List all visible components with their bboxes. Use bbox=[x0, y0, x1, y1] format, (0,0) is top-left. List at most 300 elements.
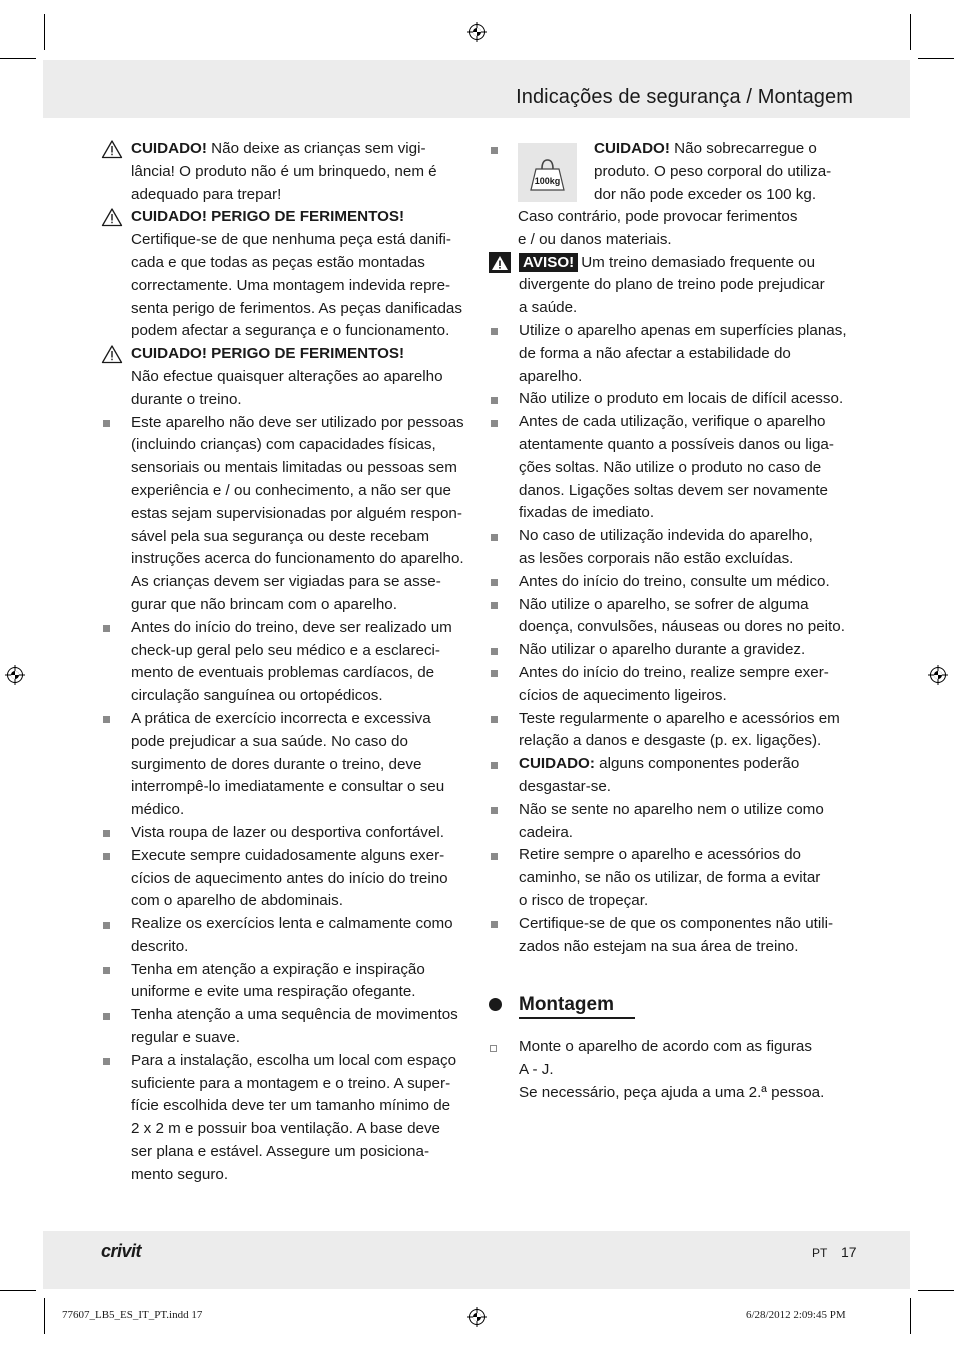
text-run: aparelho. bbox=[519, 367, 583, 385]
text-line bbox=[519, 708, 854, 731]
bullet-square-icon bbox=[491, 648, 498, 655]
list-item bbox=[489, 753, 854, 799]
text-run: Não utilize o aparelho, se sofrer de alguma bbox=[519, 595, 809, 613]
text-run: Monte o aparelho de acordo com as figuras bbox=[519, 1038, 812, 1056]
text-run: ções soltas. Não utilize o produto no caso de bbox=[519, 458, 822, 476]
text-line bbox=[131, 298, 467, 321]
bullet-square-icon bbox=[491, 853, 498, 860]
item-text bbox=[519, 320, 854, 388]
text-run: Para a instalação, escolha um local com espaço bbox=[131, 1051, 457, 1069]
weight-100kg-icon bbox=[518, 143, 577, 202]
text-line bbox=[519, 480, 854, 503]
text-line bbox=[131, 640, 467, 663]
text-line bbox=[131, 1004, 467, 1027]
registration-mark-icon bbox=[467, 22, 487, 42]
bullet-square bbox=[101, 913, 125, 935]
text-run: Vista roupa de lazer ou desportiva confortável. bbox=[131, 823, 444, 841]
bullet-square-icon bbox=[103, 716, 110, 723]
bullet-square-icon bbox=[491, 762, 498, 769]
bullet-square bbox=[489, 594, 513, 616]
text-run: Não se sente no aparelho nem o utilize como bbox=[519, 800, 824, 818]
text-line bbox=[131, 252, 467, 275]
text-run: Execute sempre cuidadosamente alguns exer- bbox=[131, 846, 445, 864]
text-run: 2 x 2 m e possuir boa ventilação. A base deve bbox=[131, 1120, 441, 1138]
text-run: e / ou danos materiais. bbox=[518, 230, 672, 248]
text-line bbox=[519, 1059, 854, 1082]
text-run: A prática de exercício incorrecta e excessiva bbox=[131, 709, 431, 727]
page-title: Indicações de segurança / Montagem bbox=[516, 86, 853, 108]
item-text bbox=[519, 708, 854, 754]
text-run: Realize os exercícios lenta e calmamente como bbox=[131, 915, 453, 933]
list-item bbox=[489, 662, 854, 708]
text-line bbox=[131, 206, 467, 229]
text-run: Certifique-se de que os componentes não utili- bbox=[519, 914, 834, 932]
item-text bbox=[519, 525, 854, 571]
text-run: A - J. bbox=[519, 1061, 554, 1079]
crop-mark bbox=[0, 1290, 36, 1291]
text-run: correctamente. Uma montagem indevida repre- bbox=[131, 276, 451, 294]
item-text bbox=[519, 913, 854, 959]
text-run: as lesões corporais não estão excluídas. bbox=[519, 549, 794, 567]
list-item bbox=[489, 320, 854, 388]
bullet-square-icon bbox=[491, 397, 498, 404]
text-run: o risco de tropeçar. bbox=[519, 891, 649, 909]
list-item bbox=[101, 206, 467, 343]
text-run: divergente do plano de treino pode prejudicar bbox=[519, 276, 825, 294]
item-text bbox=[519, 571, 854, 594]
text-run: regular e suave. bbox=[131, 1029, 240, 1047]
bold-text: CUIDADO: bbox=[519, 755, 595, 773]
text-run: caminho, se não os utilizar, de forma a evitar bbox=[519, 869, 821, 887]
item-text bbox=[519, 639, 854, 662]
text-run: Utilize o aparelho apenas em superfícies planas, bbox=[519, 321, 847, 339]
item-text bbox=[131, 1050, 467, 1187]
bold-text: CUIDADO! bbox=[594, 140, 670, 157]
list-item bbox=[101, 1004, 467, 1050]
text-run: Antes do início do treino, consulte um médico. bbox=[519, 572, 830, 590]
section-bullet-icon bbox=[489, 998, 502, 1011]
text-line bbox=[519, 252, 854, 275]
text-line bbox=[131, 526, 467, 549]
crop-mark bbox=[44, 1298, 45, 1334]
text-line bbox=[519, 662, 854, 685]
text-line bbox=[519, 730, 854, 753]
text-run: produto. O peso corporal do utiliza- bbox=[594, 162, 832, 180]
text-line bbox=[131, 184, 467, 207]
bullet-square bbox=[101, 708, 125, 730]
text-line bbox=[519, 571, 854, 594]
text-run: zados não estejam na sua área de treino. bbox=[519, 937, 799, 955]
warning-triangle-icon bbox=[101, 207, 123, 227]
warning-marker bbox=[101, 206, 125, 228]
text-run: (incluindo crianças) com capacidades físicas, bbox=[131, 436, 436, 454]
text-line bbox=[131, 366, 467, 389]
weight-warning-continuation bbox=[489, 206, 854, 252]
text-line bbox=[519, 776, 854, 799]
bullet-square bbox=[101, 617, 125, 639]
text-run: com o aparelho de abdominais. bbox=[131, 892, 343, 910]
bullet-square bbox=[489, 571, 513, 593]
weight-warning-text bbox=[594, 138, 854, 206]
text-line bbox=[131, 936, 467, 959]
bullet-square bbox=[101, 845, 125, 867]
text-run: mento seguro. bbox=[131, 1165, 229, 1183]
list-item bbox=[489, 594, 854, 640]
bullet-square bbox=[489, 138, 513, 160]
warning-marker bbox=[101, 138, 125, 160]
crop-mark bbox=[918, 1290, 954, 1291]
text-line bbox=[519, 753, 854, 776]
text-run: As crianças devem ser vigiadas para se asse- bbox=[131, 573, 441, 591]
text-run: de forma a não afectar a estabilidade do bbox=[519, 344, 791, 362]
text-run: Este aparelho não deve ser utilizado por pessoas bbox=[131, 413, 464, 431]
text-line bbox=[519, 502, 854, 525]
item-text bbox=[519, 388, 854, 411]
bullet-square-icon bbox=[491, 579, 498, 586]
list-item bbox=[489, 799, 854, 845]
text-line bbox=[131, 320, 467, 343]
text-line bbox=[519, 913, 854, 936]
svg-text:100kg: 100kg bbox=[534, 176, 561, 186]
list-item bbox=[489, 411, 854, 525]
item-text bbox=[519, 662, 854, 708]
item-text bbox=[131, 845, 467, 913]
text-run: médico. bbox=[131, 801, 185, 819]
text-line bbox=[131, 1027, 467, 1050]
text-line bbox=[131, 412, 467, 435]
text-line bbox=[594, 138, 854, 161]
text-line bbox=[131, 754, 467, 777]
bullet-square bbox=[489, 639, 513, 661]
text-line bbox=[594, 161, 854, 184]
bullet-square-icon bbox=[491, 534, 498, 541]
text-run: cadeira. bbox=[519, 823, 574, 841]
text-line bbox=[519, 844, 854, 867]
warning-triangle-icon bbox=[101, 344, 123, 364]
bullet-square-icon bbox=[103, 1013, 110, 1020]
text-run: desgastar-se. bbox=[519, 777, 612, 795]
text-run: podem afectar a segurança e o funcionamento. bbox=[131, 322, 450, 340]
text-run: Tenha atenção a uma sequência de movimentos bbox=[131, 1006, 458, 1024]
text-run: Não efectue quaisquer alterações ao aparelho bbox=[131, 367, 443, 385]
aviso-item bbox=[489, 252, 854, 320]
text-run: uniforme e evite uma respiração ofegante. bbox=[131, 983, 416, 1001]
bullet-square-icon bbox=[103, 922, 110, 929]
text-line bbox=[131, 845, 467, 868]
list-item bbox=[489, 525, 854, 571]
text-run: Antes do início do treino, realize sempre exer- bbox=[519, 663, 829, 681]
footer-band bbox=[43, 1231, 910, 1289]
text-line bbox=[131, 685, 467, 708]
text-line bbox=[131, 1073, 467, 1096]
bullet-square-icon bbox=[103, 1058, 110, 1065]
bullet-square-icon bbox=[491, 921, 498, 928]
text-line bbox=[131, 161, 467, 184]
list-item bbox=[489, 708, 854, 754]
item-text bbox=[519, 753, 854, 799]
bullet-square-icon bbox=[103, 967, 110, 974]
text-line bbox=[131, 389, 467, 412]
text-run: Se necessário, peça ajuda a uma 2.ª pessoa. bbox=[519, 1083, 825, 1101]
registration-mark-icon bbox=[5, 665, 25, 685]
text-line bbox=[131, 1095, 467, 1118]
text-line bbox=[519, 548, 854, 571]
crop-mark bbox=[44, 14, 45, 50]
text-line bbox=[519, 867, 854, 890]
bold-text: CUIDADO! bbox=[131, 140, 207, 157]
bullet-square bbox=[489, 799, 513, 821]
montagem-item bbox=[489, 1036, 854, 1104]
bullet-open-square bbox=[489, 1036, 513, 1058]
text-line bbox=[519, 343, 854, 366]
text-line bbox=[519, 411, 854, 434]
item-text bbox=[131, 708, 467, 822]
slug-filename: 77607_LB5_ES_IT_PT.indd 17 bbox=[62, 1309, 203, 1321]
text-line bbox=[519, 890, 854, 913]
text-line bbox=[131, 776, 467, 799]
bullet-square-icon bbox=[491, 807, 498, 814]
bullet-square bbox=[489, 708, 513, 730]
text-run: Caso contrário, pode provocar ferimentos bbox=[518, 208, 798, 225]
text-run: instruções acerca do funcionamento do aparelho. bbox=[131, 550, 464, 568]
text-line bbox=[131, 457, 467, 480]
text-line bbox=[519, 594, 854, 617]
text-run: durante o treino. bbox=[131, 390, 242, 408]
text-run: Não utilize o produto em locais de difícil acesso. bbox=[519, 390, 844, 408]
text-run: Não utilizar o aparelho durante a gravidez. bbox=[519, 641, 806, 659]
text-line bbox=[131, 913, 467, 936]
bullet-square bbox=[489, 320, 513, 342]
text-run: Antes do início do treino, deve ser realizado um bbox=[131, 618, 452, 636]
list-item bbox=[101, 343, 467, 411]
text-line bbox=[131, 890, 467, 913]
text-line bbox=[519, 366, 854, 389]
section-heading-montagem bbox=[489, 992, 854, 1018]
bullet-square bbox=[101, 822, 125, 844]
text-line bbox=[131, 571, 467, 594]
list-item bbox=[101, 708, 467, 822]
bullet-square bbox=[101, 959, 125, 981]
bullet-square-icon bbox=[491, 602, 498, 609]
text-run: ser plana e estável. Assegure um posiciona- bbox=[131, 1143, 430, 1161]
warning-triangle-icon bbox=[489, 252, 513, 273]
text-run: mento de eventuais problemas cardíacos, de bbox=[131, 664, 435, 682]
section-title: Montagem bbox=[519, 994, 614, 1016]
text-line bbox=[131, 275, 467, 298]
text-line bbox=[519, 1036, 854, 1059]
text-run: descrito. bbox=[131, 937, 189, 955]
text-line bbox=[594, 184, 854, 207]
text-line bbox=[131, 959, 467, 982]
item-text bbox=[519, 594, 854, 640]
text-run: circulação sanguínea ou ortopédicos. bbox=[131, 687, 383, 705]
text-line bbox=[519, 616, 854, 639]
bullet-square bbox=[101, 1004, 125, 1026]
text-line bbox=[519, 685, 854, 708]
slug-datetime: 6/28/2012 2:09:45 PM bbox=[746, 1309, 846, 1321]
bold-text: CUIDADO! PERIGO DE FERIMENTOS! bbox=[131, 345, 405, 363]
list-item bbox=[489, 571, 854, 594]
bullet-square bbox=[101, 1050, 125, 1072]
text-line bbox=[131, 1050, 467, 1073]
text-line bbox=[131, 548, 467, 571]
list-item bbox=[101, 913, 467, 959]
text-line bbox=[131, 594, 467, 617]
text-line bbox=[131, 799, 467, 822]
text-line bbox=[131, 503, 467, 526]
text-run: cícios de aquecimento antes do início do treino bbox=[131, 869, 448, 887]
list-item bbox=[101, 412, 467, 617]
text-run: suficiente para a montagem e o treino. A super- bbox=[131, 1074, 451, 1092]
bullet-square bbox=[489, 525, 513, 547]
warning-triangle-icon bbox=[101, 139, 123, 159]
bullet-square bbox=[489, 388, 513, 410]
list-item bbox=[101, 617, 467, 708]
text-line bbox=[519, 320, 854, 343]
text-line bbox=[131, 617, 467, 640]
item-text bbox=[131, 343, 467, 411]
text-line bbox=[131, 138, 467, 161]
item-text bbox=[131, 822, 467, 845]
text-run: danos. Ligações soltas devem ser novamente bbox=[519, 481, 828, 499]
text-line bbox=[131, 1164, 467, 1187]
text-run: experiência e / ou conhecimento, a não ser que bbox=[131, 481, 451, 499]
text-line bbox=[519, 1082, 854, 1105]
text-run: estas sejam supervisionadas por alguém respon- bbox=[131, 504, 462, 522]
text-line bbox=[519, 525, 854, 548]
text-line bbox=[518, 206, 854, 229]
text-line bbox=[518, 229, 854, 252]
text-run: a saúde. bbox=[519, 299, 578, 317]
bullet-square-icon bbox=[103, 625, 110, 632]
crop-mark bbox=[918, 58, 954, 59]
text-run: check-up geral pelo seu médico e a esclareci- bbox=[131, 641, 440, 659]
item-text bbox=[131, 206, 467, 343]
text-line bbox=[131, 343, 467, 366]
text-run: lância! O produto não é um brinquedo, nem é bbox=[131, 162, 437, 180]
page-language: PT bbox=[812, 1246, 828, 1260]
item-text bbox=[131, 959, 467, 1005]
text-line bbox=[131, 434, 467, 457]
text-run: relação a danos e desgaste (p. ex. ligações). bbox=[519, 732, 822, 750]
text-run: fixadas de imediato. bbox=[519, 504, 655, 522]
bullet-square-icon bbox=[103, 830, 110, 837]
list-item bbox=[101, 959, 467, 1005]
list-item bbox=[489, 388, 854, 411]
list-item bbox=[101, 1050, 467, 1187]
text-run: Retire sempre o aparelho e acessórios do bbox=[519, 846, 801, 864]
bullet-square-icon bbox=[491, 670, 498, 677]
bullet-square-icon bbox=[103, 420, 110, 427]
text-line bbox=[131, 731, 467, 754]
item-text bbox=[131, 617, 467, 708]
text-line bbox=[519, 639, 854, 662]
text-run: senta perigo de ferimentos. As peças danificadas bbox=[131, 299, 462, 317]
text-run: pode prejudicar a sua saúde. No caso do bbox=[131, 732, 408, 750]
list-item bbox=[101, 138, 467, 206]
text-line bbox=[131, 868, 467, 891]
bullet-square bbox=[489, 662, 513, 684]
text-run: Certifique-se de que nenhuma peça está danifi- bbox=[131, 231, 451, 249]
bullet-square-icon bbox=[491, 328, 498, 335]
item-text bbox=[519, 844, 854, 912]
item-text bbox=[131, 138, 467, 206]
text-run: cícios de aquecimento ligeiros. bbox=[519, 686, 727, 704]
page-number: 17 bbox=[841, 1244, 857, 1260]
text-line bbox=[519, 457, 854, 480]
text-run: No caso de utilização indevida do aparelho, bbox=[519, 527, 813, 545]
list-item bbox=[489, 913, 854, 959]
crop-mark bbox=[910, 1298, 911, 1334]
text-run: Um treino demasiado frequente ou bbox=[581, 253, 816, 271]
text-run: dor não pode exceder os 100 kg. bbox=[594, 185, 817, 203]
item-text bbox=[519, 799, 854, 845]
text-line bbox=[519, 936, 854, 959]
item-text bbox=[131, 913, 467, 959]
text-run: sável pela sua segurança ou deste recebam bbox=[131, 527, 430, 545]
text-run: fície escolhida deve ter um tamanho mínimo de bbox=[131, 1097, 451, 1115]
montagem-text bbox=[519, 1036, 854, 1104]
registration-mark-icon bbox=[928, 665, 948, 685]
text-line bbox=[131, 981, 467, 1004]
crivit-logo: crivit bbox=[101, 1241, 142, 1261]
text-line bbox=[519, 434, 854, 457]
aviso-text bbox=[519, 252, 854, 320]
text-line bbox=[131, 1118, 467, 1141]
header-band bbox=[43, 60, 910, 118]
bullet-square bbox=[489, 844, 513, 866]
text-run: doença, convulsões, náuseas ou dores no peito. bbox=[519, 618, 845, 636]
text-run: Não deixe as crianças sem vigi- bbox=[206, 140, 426, 157]
text-line bbox=[131, 662, 467, 685]
list-item bbox=[101, 845, 467, 913]
text-line bbox=[519, 297, 854, 320]
item-text bbox=[131, 1004, 467, 1050]
text-line bbox=[519, 388, 854, 411]
text-run: interrompê-lo imediatamente e consultar o seu bbox=[131, 778, 445, 796]
text-run: adequado para trepar! bbox=[131, 185, 282, 203]
text-run: Tenha em atenção a expiração e inspiração bbox=[131, 960, 425, 978]
text-line bbox=[519, 274, 854, 297]
aviso-badge: AVISO! bbox=[519, 253, 578, 272]
bullet-square-icon bbox=[103, 853, 110, 860]
text-line bbox=[131, 1141, 467, 1164]
warning-marker bbox=[101, 343, 125, 365]
text-line bbox=[519, 799, 854, 822]
text-line bbox=[131, 480, 467, 503]
text-run: cada e que todas as peças estão montadas bbox=[131, 253, 425, 271]
text-line bbox=[131, 822, 467, 845]
text-run: Não sobrecarregue o bbox=[669, 140, 817, 157]
text-run: surgimento de dores durante o treino, deve bbox=[131, 755, 422, 773]
bold-text: CUIDADO! PERIGO DE FERIMENTOS! bbox=[131, 208, 405, 226]
crop-mark bbox=[0, 58, 36, 59]
text-run: sensoriais ou mentais limitadas ou pessoas sem bbox=[131, 459, 457, 477]
text-run: atentamente quanto a possíveis danos ou liga- bbox=[519, 435, 834, 453]
right-column bbox=[489, 138, 854, 1105]
list-item bbox=[101, 822, 467, 845]
bullet-square bbox=[101, 412, 125, 434]
bullet-square bbox=[489, 411, 513, 433]
text-line bbox=[131, 229, 467, 252]
list-item bbox=[489, 639, 854, 662]
bullet-square bbox=[489, 753, 513, 775]
text-run: alguns componentes poderão bbox=[594, 755, 800, 773]
bullet-square-icon bbox=[491, 420, 498, 427]
item-text bbox=[131, 412, 467, 617]
bullet-square-icon bbox=[491, 716, 498, 723]
text-run: gurar que não brincam com o aparelho. bbox=[131, 595, 397, 613]
